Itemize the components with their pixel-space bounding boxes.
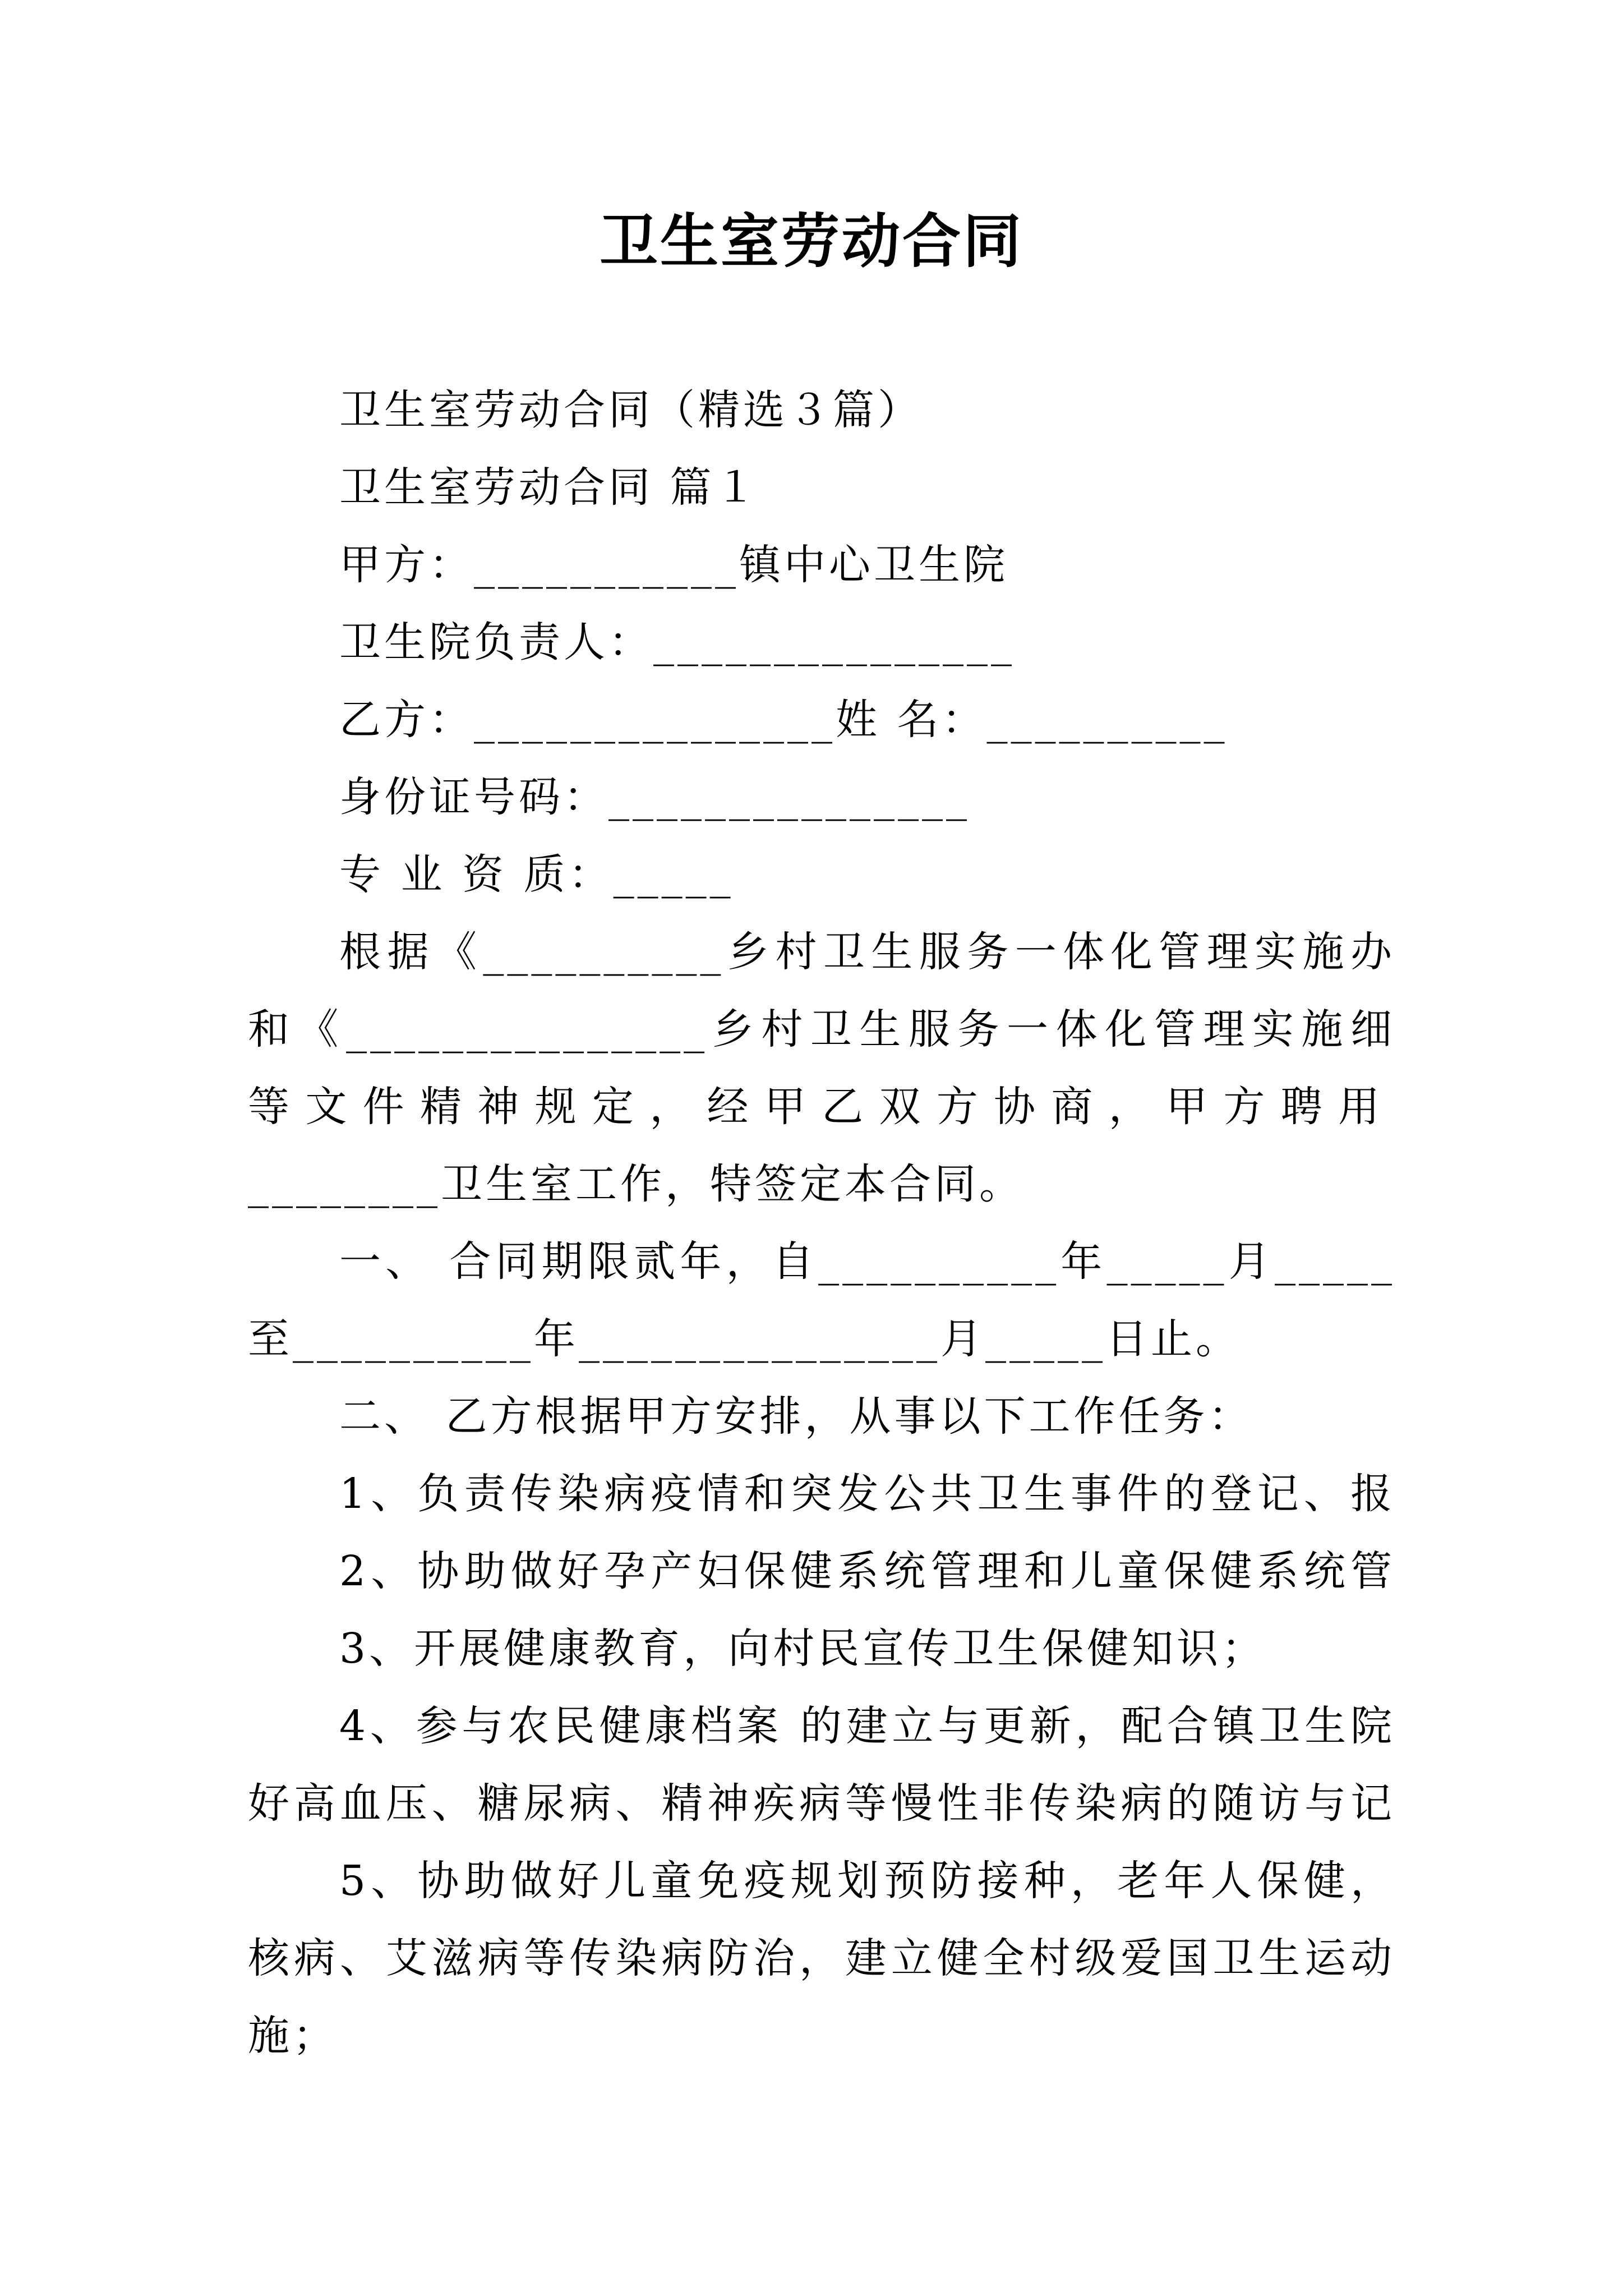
qualification-line: 专 业 资 质：_____ <box>339 850 734 899</box>
paragraph-line: 根据《__________乡村卫生服务一体化管理实施办 <box>339 928 1395 976</box>
clause-line: 二、 乙方根据甲方安排，从事以下工作任务： <box>339 1392 1253 1441</box>
list-item: 5、协助做好儿童免疫规划预防接种，老年人保健， <box>339 1857 1395 1905</box>
document-title: 卫生室劳动合同 <box>599 206 1023 275</box>
hospital-head-line: 卫生院负责人：_______________ <box>339 618 1015 666</box>
list-item-continuation: 核病、艾滋病等传染病防治，建立健全村级爱国卫生运动 <box>248 1934 1395 1982</box>
list-item-continuation: 施； <box>248 2012 338 2060</box>
paragraph-line: ________卫生室工作，特签定本合同。 <box>248 1160 1024 1208</box>
clause-line: 一、 合同期限贰年，自__________年_____月_____ <box>339 1237 1395 1286</box>
list-item: 4、参与农民健康档案 的建立与更新，配合镇卫生院 <box>339 1702 1395 1750</box>
list-item: 3、开展健康教育，向村民宣传卫生保健知识； <box>339 1625 1267 1673</box>
id-number-line: 身份证号码：_______________ <box>339 773 970 821</box>
party-a-line: 甲方：___________镇中心卫生院 <box>339 541 1008 589</box>
document-body <box>248 371 1395 2074</box>
section-heading: 卫生室劳动合同 篇１ <box>339 463 760 512</box>
list-item: 1、负责传染病疫情和突发公共卫生事件的登记、报 <box>339 1470 1395 1518</box>
party-b-line: 乙方：_______________姓 名：__________ <box>339 696 1228 744</box>
paragraph-line: 和《_______________乡村卫生服务一体化管理实施细 <box>248 1005 1395 1053</box>
list-item: 2、协助做好孕产妇保健系统管理和儿童保健系统管 <box>339 1547 1395 1595</box>
paragraph-line: 等文件精神规定，经甲乙双方协商，甲方聘用 <box>248 1083 1395 1131</box>
list-item-continuation: 好高血压、糖尿病、精神疾病等慢性非传染病的随访与记 <box>248 1779 1395 1828</box>
subtitle-line: 卫生室劳动合同（精选３篇） <box>339 386 923 434</box>
clause-line: 至__________年_______________月_____日止。 <box>248 1315 1241 1363</box>
